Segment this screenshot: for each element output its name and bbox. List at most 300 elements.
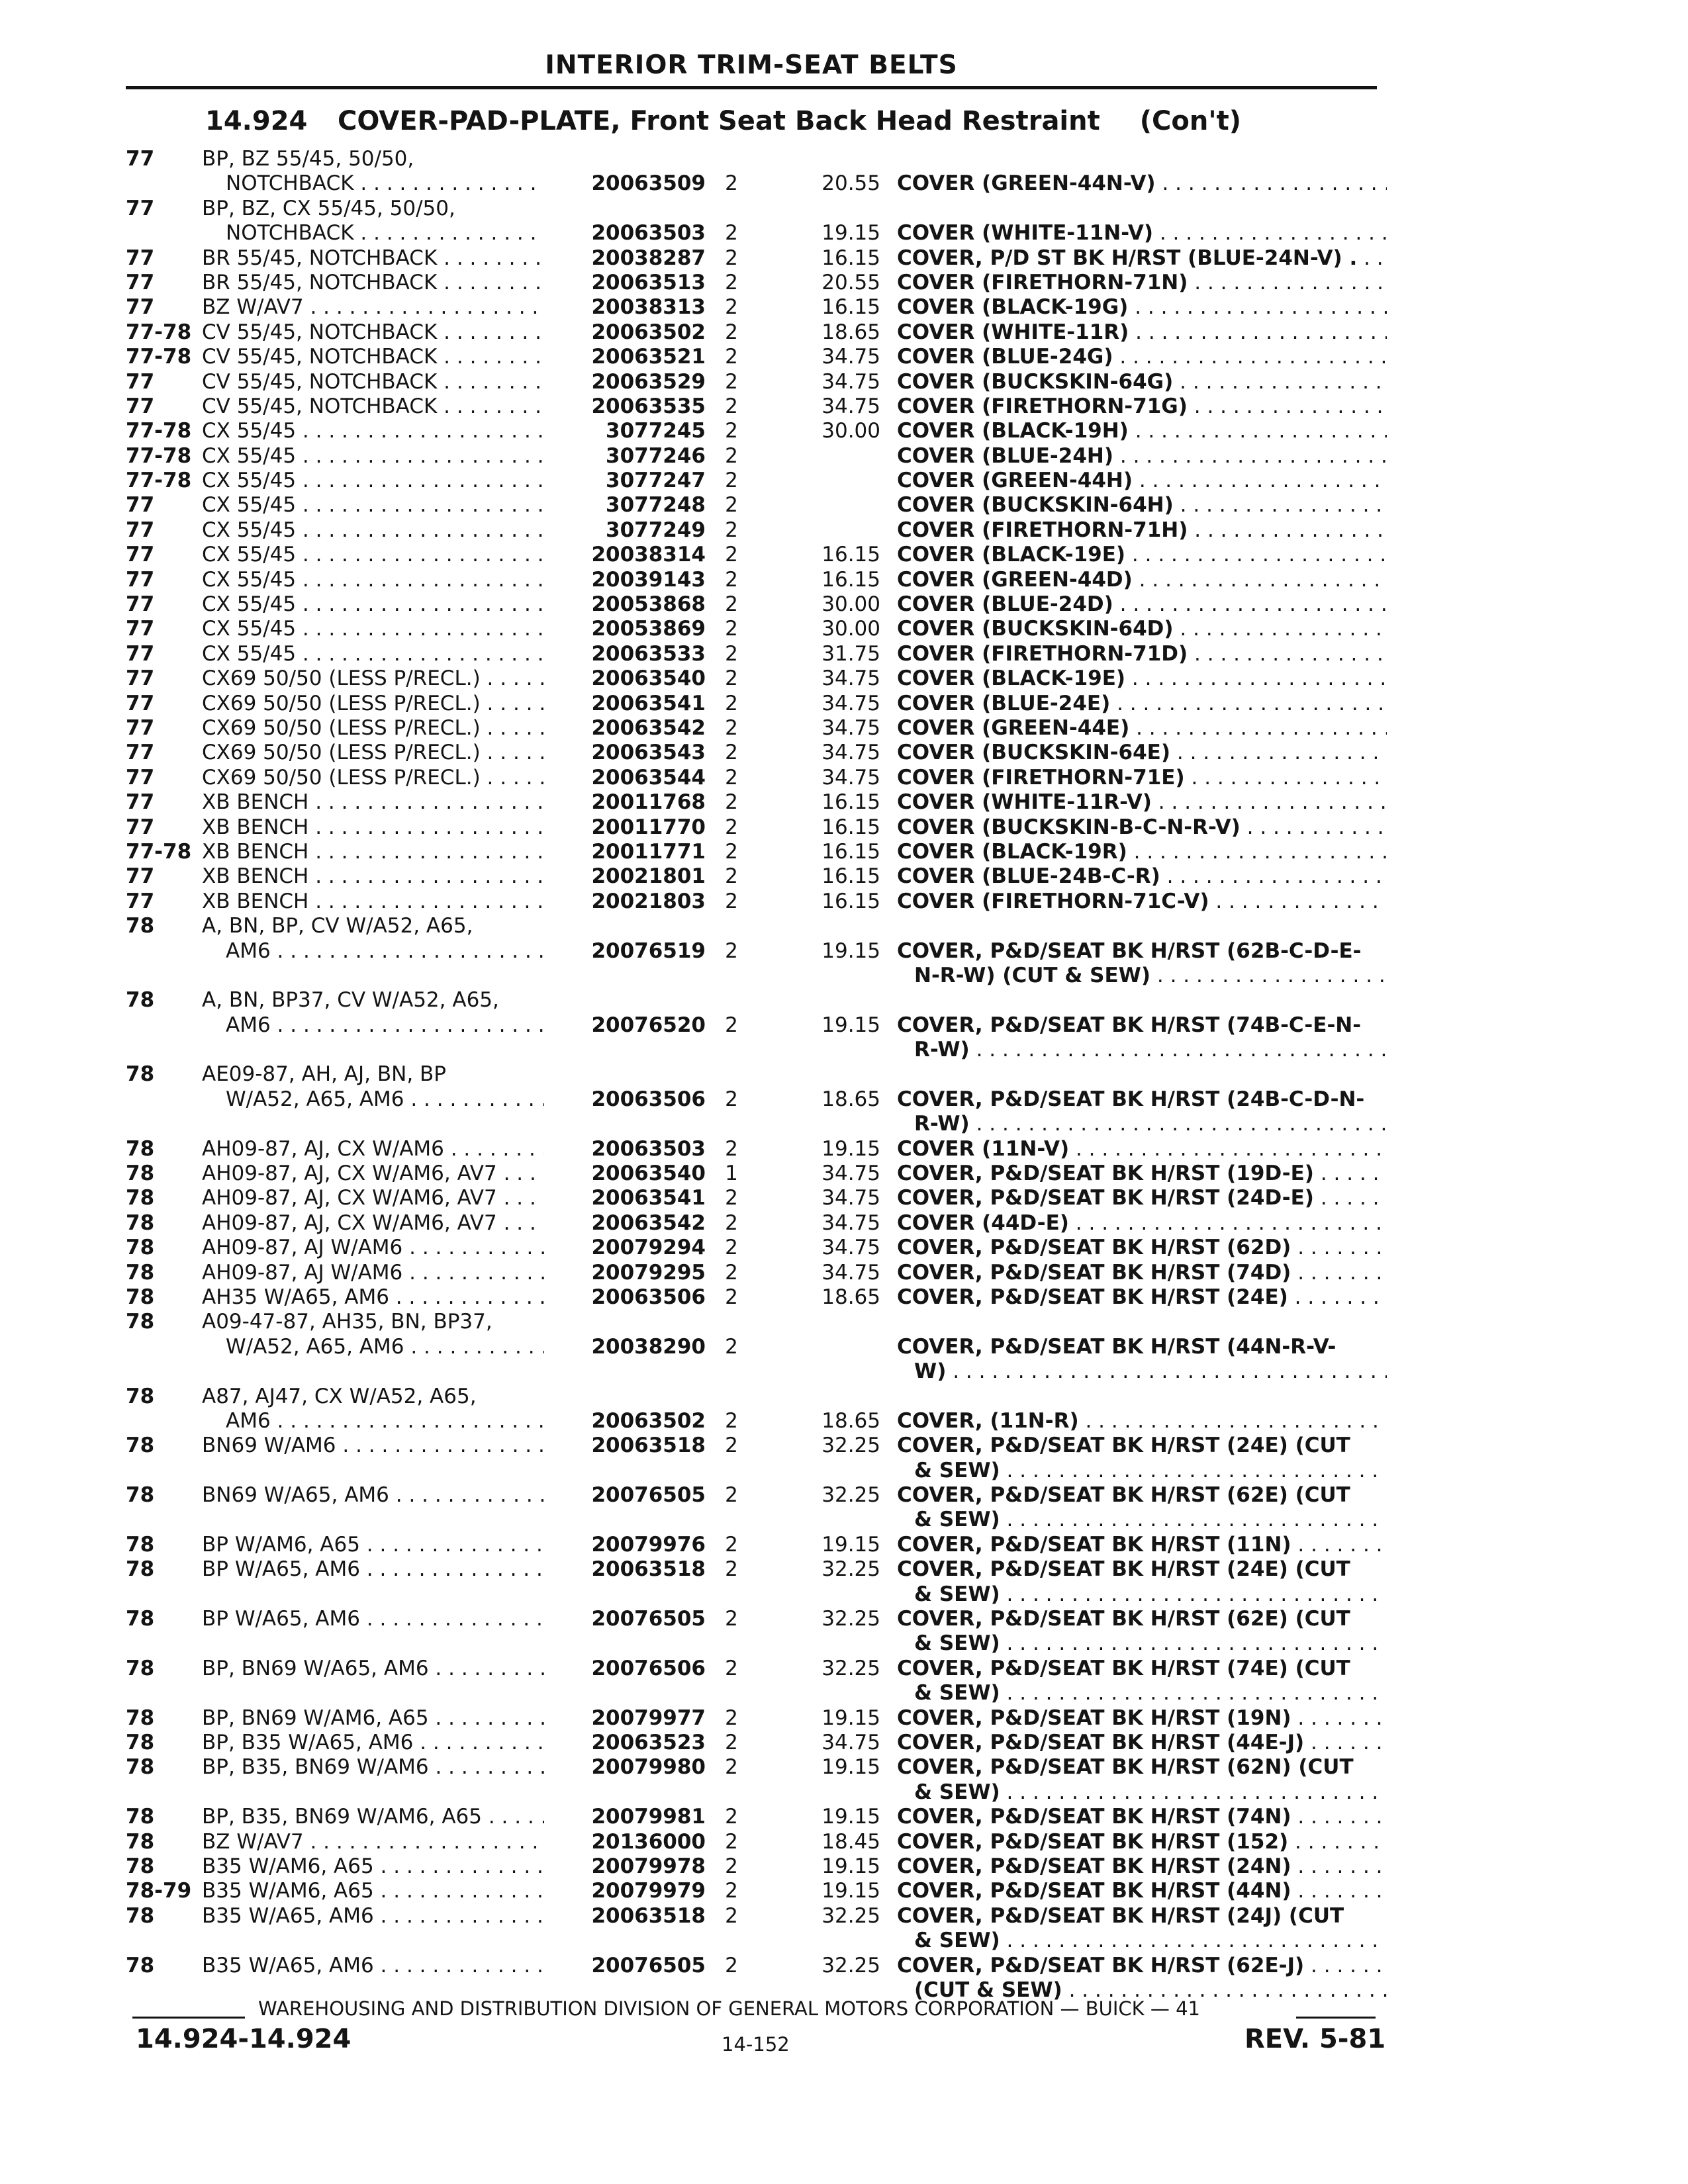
description-cell: COVER (11N-V) . . . [897,1137,1387,1161]
price-cell: 16.15 [821,790,880,815]
part-number-cell: 20011768 [544,790,706,815]
table-row [0,1186,1688,1210]
quantity-cell: 2 [725,592,738,617]
application-cell: A, BN, BP, CV W/A52, A65, [202,914,473,938]
description-cell: COVER (GREEN-44D) . . . [897,568,1387,592]
price-cell: 19.15 [821,1755,880,1780]
price-cell: 34.75 [821,1210,880,1235]
description-cell: COVER, P&D/SEAT BK H/RST (24B-C-D-N- [897,1087,1365,1111]
description-cell: COVER (BUCKSKIN-64G) . . . [897,370,1387,394]
year-cell: 77 [126,369,155,394]
description-cell: & SEW) . . . [897,1508,1387,1532]
year-cell: 78 [126,1161,155,1186]
quantity-cell: 2 [725,1557,738,1582]
part-number-cell: 20079979 [544,1879,706,1903]
part-number-cell: 20076520 [544,1013,706,1038]
footer-rule-left [132,2017,245,2019]
application-cell: CX 55/45 . . . [202,469,569,493]
part-number-cell: 20063541 [544,1186,706,1210]
application-cell: AH09-87, AJ, CX W/AM6 . . . [202,1137,569,1161]
description-cell: COVER (BLUE-24D) . . . [897,592,1387,617]
application-cell: BP, B35, BN69 W/AM6, A65 . . . [202,1805,569,1829]
quantity-cell: 2 [725,1656,738,1680]
year-cell: 78 [126,1310,155,1334]
table-row [0,1879,1688,1903]
application-cell: CX69 50/50 (LESS P/RECL.) . . . [202,692,569,716]
year-cell: 78 [126,1236,155,1260]
table-row [0,1211,1688,1236]
year-cell: 78 [126,1433,155,1458]
part-number-cell: 20063533 [544,642,706,666]
quantity-cell: 2 [725,790,738,815]
application-cell: AH09-87, AJ, CX W/AM6, AV7 . . . [202,1211,569,1236]
part-number-cell: 20063540 [544,666,706,691]
price-cell: 16.15 [821,889,880,913]
part-number-cell: 20063521 [544,345,706,369]
header-rule [126,86,1377,89]
quantity-cell: 2 [725,295,738,320]
application-cell: CX69 50/50 (LESS P/RECL.) . . . [202,766,569,790]
price-cell: 34.75 [821,666,880,691]
footer-section-range: 14.924-14.924 [136,2024,352,2054]
description-cell: COVER, P&D/SEAT BK H/RST (62E-J) . . . [897,1954,1387,1978]
year-cell: 78 [126,1706,155,1730]
description-cell: (CUT & SEW) . . . [897,1978,1387,2003]
table-row [0,1459,1688,1483]
part-number-cell: 20011770 [544,815,706,840]
table-row [0,864,1688,889]
quantity-cell: 2 [725,1829,738,1854]
part-number-cell: 20053868 [544,592,706,617]
table-row [0,394,1688,419]
quantity-cell: 2 [725,889,738,913]
description-cell: COVER (FIRETHORN-71E) . . . [897,766,1387,790]
year-cell: 78 [126,1829,155,1854]
table-row [0,1310,1688,1334]
quantity-cell: 2 [725,1903,738,1928]
part-number-cell: 20063509 [544,171,706,196]
table-row [0,1657,1688,1681]
year-cell: 78 [126,1210,155,1235]
price-cell: 19.15 [821,1136,880,1161]
description-cell: COVER, P&D/SEAT BK H/RST (62N) (CUT [897,1755,1354,1780]
quantity-cell: 2 [725,1755,738,1780]
description-cell: COVER (BUCKSKIN-64D) . . . [897,617,1387,641]
quantity-cell: 2 [725,741,738,765]
application-cell: CX69 50/50 (LESS P/RECL.) . . . [202,716,569,741]
application-cell: CV 55/45, NOTCHBACK . . . [202,320,569,345]
year-cell: 77 [126,567,155,592]
application-cell: CX 55/45 . . . [202,617,569,641]
part-number-cell: 20079980 [544,1755,706,1780]
table-row [0,964,1688,988]
table-row [0,666,1688,691]
price-cell: 19.15 [821,1532,880,1557]
application-cell: BP, B35, BN69 W/AM6 . . . [202,1755,569,1780]
description-cell: W) . . . [897,1359,1387,1384]
part-number-cell: 3077249 [544,518,706,543]
description-cell: COVER, P&D/SEAT BK H/RST (74E) (CUT [897,1656,1350,1680]
part-number-cell: 20079978 [544,1854,706,1879]
year-cell: 78 [126,1557,155,1582]
description-cell: COVER, P&D/SEAT BK H/RST (74N) . . . [897,1805,1387,1829]
price-cell: 34.75 [821,1186,880,1210]
application-cell: B35 W/AM6, A65 . . . [202,1854,569,1879]
price-cell: 19.15 [821,1854,880,1878]
part-number-cell: 20063542 [544,716,706,741]
part-number-cell: 20063544 [544,766,706,790]
year-cell: 78-79 [126,1879,192,1903]
price-cell: 32.25 [821,1903,880,1928]
price-cell: 19.15 [821,1013,880,1037]
year-cell: 77-78 [126,320,192,344]
price-cell: 16.15 [821,543,880,567]
price-cell: 19.15 [821,1805,880,1829]
table-row [0,988,1688,1013]
year-cell: 77 [126,493,155,518]
footer-revision: REV. 5-81 [1244,2024,1386,2054]
table-row [0,197,1688,221]
table-row [0,1285,1688,1310]
part-number-cell: 20136000 [544,1830,706,1854]
year-cell: 77 [126,864,155,889]
year-cell: 78 [126,1805,155,1829]
description-cell: COVER (BUCKSKIN-64E) . . . [897,741,1387,765]
application-cell: AM6 . . . [202,939,569,964]
table-row [0,815,1688,840]
table-row [0,692,1688,716]
table-row [0,1112,1688,1136]
table-row [0,221,1688,246]
part-number-cell: 20063513 [544,271,706,295]
part-number-cell: 20063503 [544,221,706,246]
table-row [0,1433,1688,1458]
price-cell: 18.65 [821,1285,880,1309]
description-cell: COVER, P&D/SEAT BK H/RST (44N) . . . [897,1879,1387,1903]
table-row [0,1359,1688,1384]
year-cell: 78 [126,1607,155,1631]
description-cell: COVER (GREEN-44N-V) . . . [897,171,1387,196]
year-cell: 77 [126,641,155,666]
price-cell: 16.15 [821,567,880,592]
application-cell: BP W/A65, AM6 . . . [202,1607,569,1631]
description-cell: COVER, P&D/SEAT BK H/RST (62E) (CUT [897,1483,1350,1508]
table-row [0,1854,1688,1879]
quantity-cell: 2 [725,938,738,963]
page-header: INTERIOR TRIM-SEAT BELTS [545,50,958,80]
application-cell: NOTCHBACK . . . [202,171,569,196]
quantity-cell: 2 [725,1953,738,1978]
table-row [0,246,1688,271]
description-cell: COVER (FIRETHORN-71C-V) . . . [897,889,1387,914]
part-number-cell: 20038314 [544,543,706,567]
table-row [0,939,1688,964]
year-cell: 78 [126,1483,155,1508]
part-number-cell: 20076506 [544,1657,706,1681]
part-number-cell: 20063502 [544,320,706,345]
part-number-cell: 20053869 [544,617,706,641]
table-row [0,1557,1688,1582]
year-cell: 78 [126,914,155,938]
price-cell: 16.15 [821,815,880,839]
quantity-cell: 2 [725,1285,738,1309]
table-row [0,568,1688,592]
section-title [205,106,1241,136]
table-row [0,1087,1688,1112]
table-row [0,1755,1688,1780]
quantity-cell: 2 [725,815,738,839]
quantity-cell: 2 [725,1136,738,1161]
table-row [0,1261,1688,1285]
price-cell: 20.55 [821,171,880,196]
description-cell: COVER (WHITE-11N-V) . . . [897,221,1387,246]
part-number-cell: 20063518 [544,1904,706,1929]
table-row [0,444,1688,469]
application-cell: AE09-87, AH, AJ, BN, BP [202,1062,446,1087]
quantity-cell: 2 [725,270,738,295]
price-cell: 34.75 [821,1236,880,1260]
year-cell: 77 [126,196,155,220]
table-row [0,295,1688,320]
part-number-cell: 20011771 [544,840,706,864]
quantity-cell: 2 [725,246,738,270]
part-number-cell: 20021801 [544,864,706,889]
price-cell: 19.15 [821,1879,880,1903]
year-cell: 78 [126,1755,155,1780]
application-cell: CX 55/45 . . . [202,543,569,567]
price-cell: 32.25 [821,1656,880,1680]
description-cell: COVER, P&D/SEAT BK H/RST (11N) . . . [897,1533,1387,1557]
table-row [0,419,1688,443]
application-cell: CV 55/45, NOTCHBACK . . . [202,370,569,394]
table-row [0,1236,1688,1260]
part-number-cell: 3077247 [544,469,706,493]
application-cell: CX69 50/50 (LESS P/RECL.) . . . [202,666,569,691]
table-row [0,345,1688,369]
table-row [0,543,1688,567]
application-cell: CV 55/45, NOTCHBACK . . . [202,394,569,419]
part-number-cell: 20021803 [544,889,706,914]
part-number-cell: 20079976 [544,1533,706,1557]
table-row [0,1780,1688,1805]
table-row [0,1904,1688,1929]
quantity-cell: 2 [725,691,738,715]
application-cell: CX 55/45 . . . [202,592,569,617]
section-number: 14.924 [205,106,308,136]
part-number-cell: 20063523 [544,1731,706,1755]
table-row [0,1062,1688,1087]
application-cell: AH09-87, AJ, CX W/AM6, AV7 . . . [202,1161,569,1186]
quantity-cell: 2 [725,1013,738,1037]
quantity-cell: 2 [725,394,738,418]
description-cell: COVER (BLUE-24B-C-R) . . . [897,864,1387,889]
price-cell: 30.00 [821,617,880,641]
price-cell: 16.15 [821,864,880,889]
description-cell: COVER, P&D/SEAT BK H/RST (24E) (CUT [897,1557,1350,1582]
quantity-cell: 2 [725,1236,738,1260]
quantity-cell: 2 [725,839,738,864]
quantity-cell: 2 [725,1408,738,1433]
table-row [0,1805,1688,1829]
description-cell: R-W) . . . [897,1112,1387,1136]
price-cell: 16.15 [821,246,880,270]
price-cell: 34.75 [821,1260,880,1285]
table-row [0,1706,1688,1731]
quantity-cell: 2 [725,419,738,443]
table-row [0,1013,1688,1038]
description-cell: & SEW) . . . [897,1780,1387,1805]
part-number-cell: 20079981 [544,1805,706,1829]
year-cell: 78 [126,1953,155,1978]
price-cell: 16.15 [821,295,880,320]
application-cell: BR 55/45, NOTCHBACK . . . [202,271,569,295]
description-cell: & SEW) . . . [897,1631,1387,1656]
description-cell: COVER (FIRETHORN-71H) . . . [897,518,1387,543]
application-cell: BP, BN69 W/A65, AM6 . . . [202,1657,569,1681]
year-cell: 78 [126,1285,155,1309]
application-cell: BP, BN69 W/AM6, A65 . . . [202,1706,569,1731]
application-cell: BZ W/AV7 . . . [202,1830,569,1854]
year-cell: 77 [126,815,155,839]
description-cell: R-W) . . . [897,1038,1387,1062]
year-cell: 77 [126,889,155,913]
price-cell: 32.25 [821,1433,880,1458]
quantity-cell: 2 [725,617,738,641]
price-cell: 32.25 [821,1483,880,1508]
table-row [0,469,1688,493]
application-cell: CX69 50/50 (LESS P/RECL.) . . . [202,741,569,765]
year-cell: 78 [126,1260,155,1285]
application-cell: A87, AJ47, CX W/A52, A65, [202,1384,477,1408]
table-row [0,617,1688,641]
year-cell: 78 [126,1384,155,1408]
price-cell: 18.45 [821,1829,880,1854]
table-row [0,790,1688,815]
application-cell: W/A52, A65, AM6 . . . [202,1087,569,1112]
footer-page-number: 14-152 [722,2033,790,2056]
year-cell: 78 [126,1186,155,1210]
quantity-cell: 2 [725,221,738,246]
description-cell: COVER, P&D/SEAT BK H/RST (44E-J) . . . [897,1731,1387,1755]
price-cell: 34.75 [821,765,880,790]
table-row [0,1038,1688,1062]
application-cell: W/A52, A65, AM6 . . . [202,1335,569,1359]
description-cell: COVER, P&D/SEAT BK H/RST (24D-E) . . . [897,1186,1387,1210]
parts-table [0,147,1688,2003]
application-cell: A09-47-87, AH35, BN, BP37, [202,1310,492,1334]
description-cell: COVER (FIRETHORN-71N) . . . [897,271,1387,295]
application-cell: XB BENCH . . . [202,840,569,864]
price-cell: 34.75 [821,394,880,418]
table-row [0,716,1688,741]
application-cell: BR 55/45, NOTCHBACK . . . [202,246,569,271]
quantity-cell: 2 [725,1334,738,1359]
price-cell: 18.65 [821,1087,880,1111]
year-cell: 78 [126,1854,155,1878]
year-cell: 77 [126,790,155,815]
part-number-cell: 20079977 [544,1706,706,1731]
table-row [0,1631,1688,1656]
part-number-cell: 20063542 [544,1211,706,1236]
price-cell: 34.75 [821,1161,880,1186]
quantity-cell: 2 [725,543,738,567]
year-cell: 78 [126,1903,155,1928]
part-number-cell: 20038290 [544,1335,706,1359]
application-cell: XB BENCH . . . [202,815,569,840]
table-row [0,1954,1688,1978]
year-cell: 77 [126,518,155,542]
table-row [0,1681,1688,1706]
quantity-cell: 2 [725,1706,738,1730]
description-cell: COVER (BLACK-19G) . . . [897,295,1387,320]
quantity-cell: 1 [725,1161,738,1186]
year-cell: 77 [126,270,155,295]
quantity-cell: 2 [725,1854,738,1878]
description-cell: COVER, P&D/SEAT BK H/RST (74B-C-E-N- [897,1013,1362,1037]
quantity-cell: 2 [725,171,738,196]
application-cell: AM6 . . . [202,1409,569,1433]
table-row [0,889,1688,914]
part-number-cell: 20063518 [544,1433,706,1458]
part-number-cell: 20063535 [544,394,706,419]
year-cell: 77-78 [126,839,192,864]
price-cell: 34.75 [821,715,880,740]
table-row [0,320,1688,345]
application-cell: CX 55/45 . . . [202,518,569,543]
price-cell: 31.75 [821,641,880,666]
year-cell: 77 [126,765,155,790]
table-row [0,1137,1688,1161]
year-cell: 78 [126,1532,155,1557]
quantity-cell: 2 [725,1607,738,1631]
part-number-cell: 20076505 [544,1954,706,1978]
part-number-cell: 20063506 [544,1285,706,1310]
price-cell: 34.75 [821,1731,880,1754]
description-cell: COVER, P&D/SEAT BK H/RST (24J) (CUT [897,1903,1344,1928]
part-number-cell: 20063518 [544,1557,706,1582]
table-row [0,1830,1688,1854]
year-cell: 77 [126,617,155,641]
year-cell: 77 [126,543,155,567]
application-cell: AM6 . . . [202,1013,569,1038]
price-cell: 32.25 [821,1953,880,1978]
year-cell: 77-78 [126,345,192,369]
year-cell: 77 [126,147,155,171]
quantity-cell: 2 [725,715,738,740]
description-cell: COVER, P&D/SEAT BK H/RST (62D) . . . [897,1236,1387,1260]
year-cell: 77 [126,715,155,740]
year-cell: 77 [126,666,155,691]
table-row [0,493,1688,518]
quantity-cell: 2 [725,320,738,344]
application-cell: BP, BZ, CX 55/45, 50/50, [202,196,455,220]
year-cell: 78 [126,1136,155,1161]
quantity-cell: 2 [725,765,738,790]
description-cell: COVER, P/D ST BK H/RST (BLUE-24N-V) . . . . [897,246,1387,271]
price-cell: 30.00 [821,592,880,617]
description-cell: COVER, P&D/SEAT BK H/RST (44N-R-V- [897,1334,1336,1359]
quantity-cell: 2 [725,1532,738,1557]
description-cell: COVER (BLACK-19E) . . . [897,666,1387,691]
year-cell: 77-78 [126,443,192,468]
part-number-cell: 20076505 [544,1483,706,1508]
table-row [0,1161,1688,1186]
description-cell: COVER (BLUE-24H) . . . [897,444,1387,469]
quantity-cell: 2 [725,1186,738,1210]
part-number-cell: 20039143 [544,568,706,592]
table-row [0,914,1688,938]
description-cell: COVER (GREEN-44E) . . . [897,716,1387,741]
